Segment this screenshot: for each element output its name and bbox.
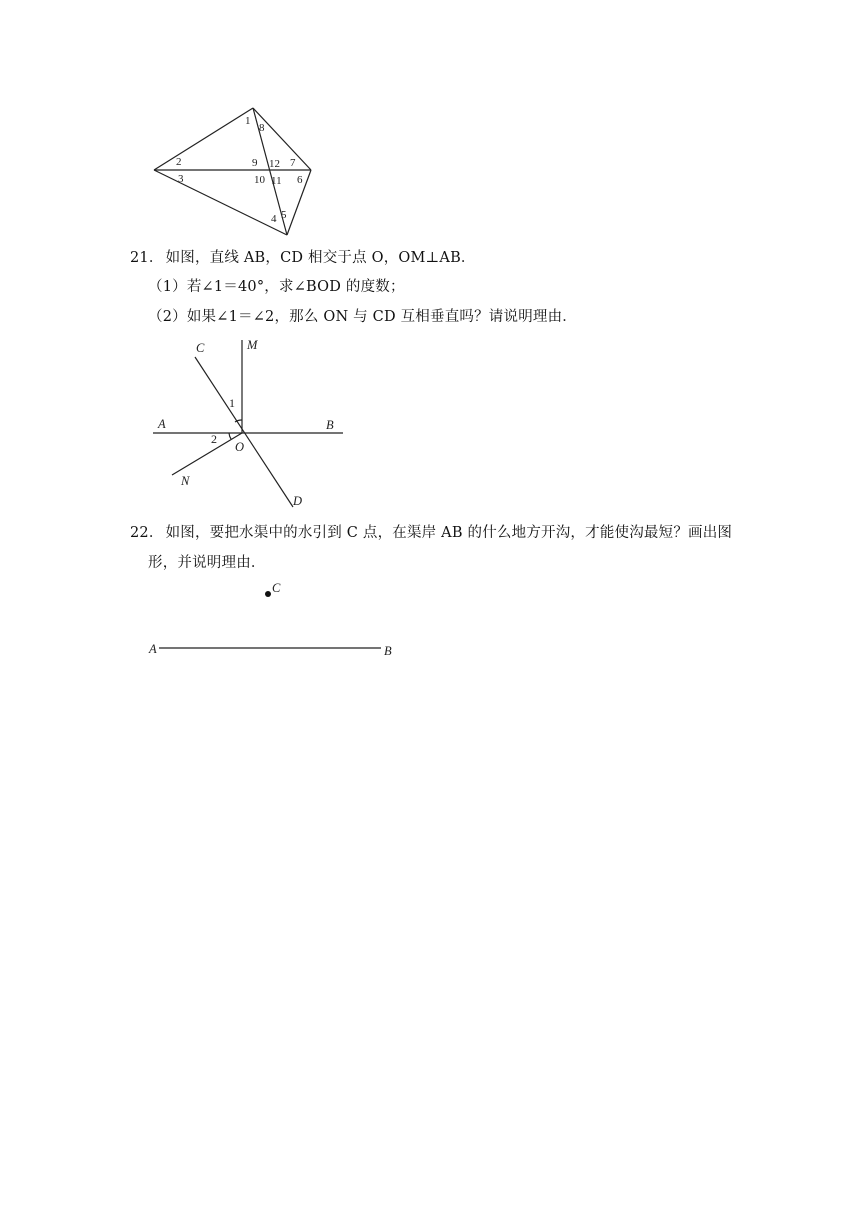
q21-number: 21． bbox=[130, 250, 164, 266]
angle-label-11: 11 bbox=[271, 175, 282, 187]
q22-stem: 如图，要把水渠中的水引到 C 点，在渠岸 AB 的什么地方开沟，才能使沟最短？画出图 bbox=[165, 525, 733, 541]
q21-stem: 如图，直线 AB，CD 相交于点 O，OM⊥AB． bbox=[165, 250, 476, 266]
angle-label-9: 9 bbox=[252, 157, 258, 169]
q21-stem-line bbox=[130, 248, 476, 268]
q21-part1: （1）若∠1＝40°，求∠BOD 的度数； bbox=[148, 279, 405, 295]
angle-label-5: 5 bbox=[281, 209, 287, 221]
label-B: B bbox=[384, 644, 392, 658]
angle-label-12: 12 bbox=[269, 158, 280, 170]
angle-label-8: 8 bbox=[259, 122, 265, 134]
figure-quadrilateral bbox=[140, 100, 330, 245]
angle-label-2: 2 bbox=[211, 432, 217, 446]
angle-label-1: 1 bbox=[229, 396, 235, 410]
q21-part2: （2）如果∠1＝∠2，那么 ON 与 CD 互相垂直吗？请说明理由． bbox=[148, 309, 578, 325]
q22-stem-line1 bbox=[130, 523, 732, 543]
label-A: A bbox=[158, 417, 166, 431]
label-N: N bbox=[181, 474, 190, 488]
label-A: A bbox=[149, 642, 157, 656]
label-C: C bbox=[272, 581, 281, 595]
angle-label-6: 6 bbox=[297, 174, 303, 186]
label-B: B bbox=[326, 418, 334, 432]
q22-number: 22． bbox=[130, 525, 164, 541]
q22-stem-line2: 形，并说明理由． bbox=[148, 555, 266, 571]
figure-intersecting-lines bbox=[145, 335, 355, 515]
point-C bbox=[265, 591, 271, 597]
figure-canal bbox=[145, 575, 405, 665]
angle-label-7: 7 bbox=[290, 157, 296, 169]
label-O: O bbox=[235, 440, 245, 454]
label-M: M bbox=[247, 338, 258, 352]
angle-label-10: 10 bbox=[254, 174, 265, 186]
angle-label-2: 2 bbox=[176, 156, 182, 168]
angle-label-3: 3 bbox=[178, 173, 184, 185]
angle-label-1: 1 bbox=[245, 115, 251, 127]
label-C: C bbox=[196, 341, 205, 355]
angle-label-4: 4 bbox=[271, 213, 277, 225]
label-D: D bbox=[293, 494, 303, 508]
